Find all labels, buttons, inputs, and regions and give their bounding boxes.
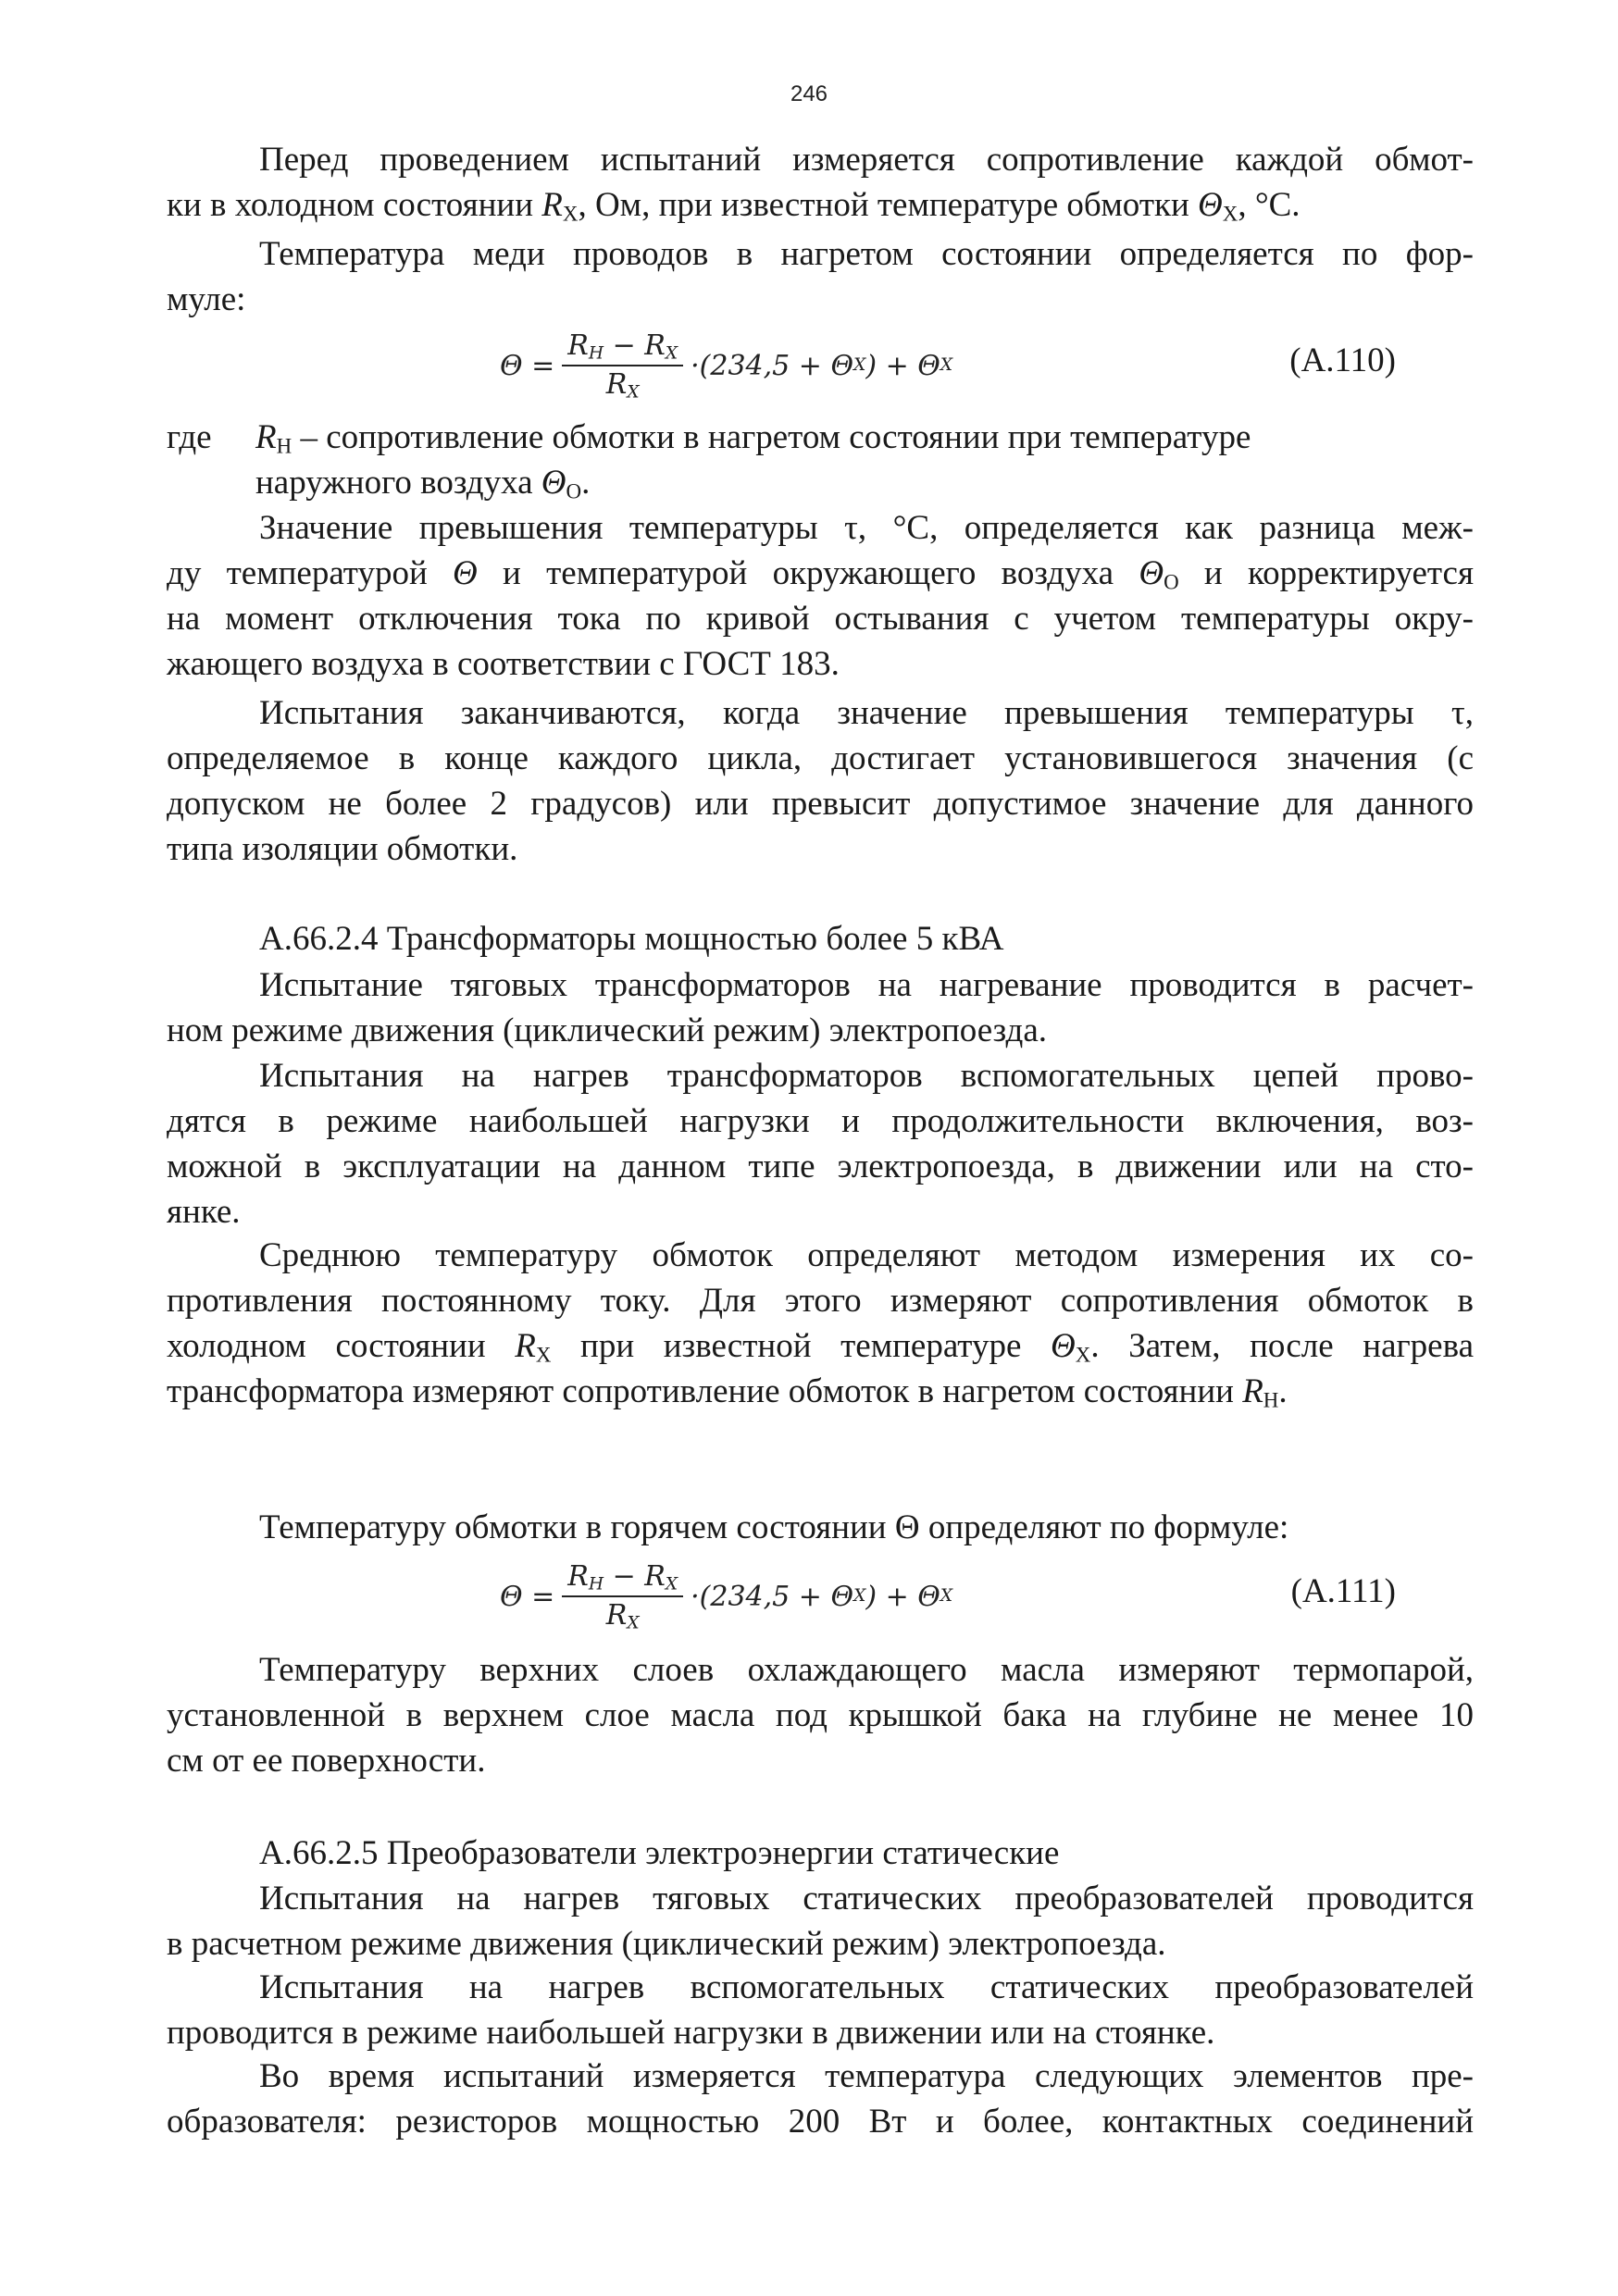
text-line: Испытания заканчиваются, когда значение превышения температуры τ, [259, 694, 1474, 732]
paragraph-cold-resistance [167, 137, 1474, 228]
paragraph-oil-temperature [167, 1647, 1474, 1783]
text-line: наружного воздуха $\Theta_O$. [255, 464, 591, 503]
text-line: Испытания на нагрев тяговых статических преобразователей проводится [259, 1880, 1474, 1917]
formula-number: (А.111) [1290, 1572, 1396, 1610]
text-line: Температуру верхних слоев охлаждающего масла измеряют термопарой, [259, 1651, 1474, 1689]
text-line: ду температурой Θ и температурой окружающего воздуха $\Theta_O$ и корректируется [167, 554, 1474, 594]
formula-fraction: $\frac{R_H - R_X}{R_X}$ [562, 1558, 683, 1634]
formula-fraction: $\frac{R_H - R_X}{R_X}$ [562, 328, 683, 403]
text-line: трансформатора измеряют сопротивление обмоток в нагретом состоянии $R_H$. [167, 1372, 1288, 1412]
paragraph-hot-winding-formula [167, 1505, 1474, 1550]
section-heading-a6625: А.66.2.5 Преобразователи электроэнергии статические [259, 1834, 1060, 1872]
text-line: Значение превышения температуры τ, °С, определяется как разница меж- [259, 509, 1474, 547]
text-line: противления постоянному току. Для этого измеряют сопротивления обмоток в [167, 1282, 1474, 1320]
text-line: жающего воздуха в соответствии с ГОСТ 183. [167, 645, 840, 683]
text-line: проводится в режиме наибольшей нагрузки в движении или на стоянке. [167, 2014, 1215, 2052]
where-clause [167, 415, 1474, 505]
text-line: образователя: резисторов мощностью 200 Вт и более, контактных соединений [167, 2103, 1474, 2141]
text-line: в расчетном режиме движения (циклический режим) электропоезда. [167, 1925, 1166, 1963]
paragraph-average-winding-temperature [167, 1233, 1474, 1414]
formula-number: (А.110) [1289, 341, 1396, 379]
paragraph-auxiliary-converters [167, 1965, 1474, 2055]
paragraph-auxiliary-transformers [167, 1053, 1474, 1235]
text-line: янке. [167, 1193, 241, 1231]
text-line: установленной в верхнем слое масла под крышкой бака на глубине не менее 10 [167, 1696, 1474, 1734]
text-line: определяемое в конце каждого цикла, достигает установившегося значения (с [167, 739, 1474, 777]
text-line: Температура меди проводов в нагретом состоянии определяется по фор- [259, 235, 1474, 273]
text-line: ки в холодном состоянии $R_X$, Ом, при известной температуре обмотки $\Theta_X$, °С. [167, 186, 1301, 226]
paragraph-test-end [167, 690, 1474, 872]
formula-expression: Θ = $\frac{R_H - R_X}{R_X}$ ·(234,5 + Θ X ) + Θ X [500, 1560, 953, 1633]
text-line: допуском не более 2 градусов) или превысит допустимое значение для данного [167, 785, 1474, 823]
text-line: Температуру обмотки в горячем состоянии Θ определяют по формуле: [259, 1508, 1289, 1546]
text-line: на момент отключения тока по кривой остывания с учетом температуры окру- [167, 600, 1474, 638]
paragraph-traction-converters [167, 1876, 1474, 1967]
formula-a111 [0, 1545, 1618, 1647]
text-line: Во время испытаний измеряется температура следующих элементов пре- [259, 2057, 1474, 2095]
text-line: Испытания на нагрев вспомогательных статических преобразователей [259, 1968, 1474, 2006]
text-line: где $R_H$ – сопротивление обмотки в нагретом состоянии при температуре [167, 418, 1251, 458]
text-line: типа изоляции обмотки. [167, 830, 518, 868]
text-line: холодном состоянии $R_X$ при известной температуре $\Theta_X$. Затем, после нагрева [167, 1327, 1474, 1367]
formula-a110 [0, 315, 1618, 416]
paragraph-converter-elements [167, 2054, 1474, 2144]
text-line: см от ее поверхности. [167, 1742, 486, 1780]
text-line: ном режиме движения (циклический режим) электропоезда. [167, 1011, 1048, 1049]
paragraph-traction-transformers [167, 962, 1474, 1053]
text-line: можной в эксплуатации на данном типе электропоезда, в движении или на сто- [167, 1148, 1474, 1185]
text-line: Среднюю температуру обмоток определяют методом измерения их со- [259, 1236, 1474, 1274]
text-line: Перед проведением испытаний измеряется сопротивление каждой обмот- [259, 141, 1474, 179]
paragraph-overheat-value [167, 505, 1474, 687]
text-line: Испытания на нагрев трансформаторов вспомогательных цепей прово- [259, 1057, 1474, 1095]
text-line: Испытание тяговых трансформаторов на нагревание проводится в расчет- [259, 966, 1474, 1004]
paragraph-copper-temperature [167, 231, 1474, 322]
page-number: 246 [790, 81, 828, 106]
text-line: муле: [167, 280, 246, 318]
formula-expression: Θ = $\frac{R_H - R_X}{R_X}$ ·(234,5 + Θ X ) + Θ X [500, 329, 953, 403]
text-line: дятся в режиме наибольшей нагрузки и продолжительности включения, воз- [167, 1102, 1474, 1140]
section-heading-a6624: А.66.2.4 Трансформаторы мощностью более 5 кВА [259, 920, 1004, 958]
